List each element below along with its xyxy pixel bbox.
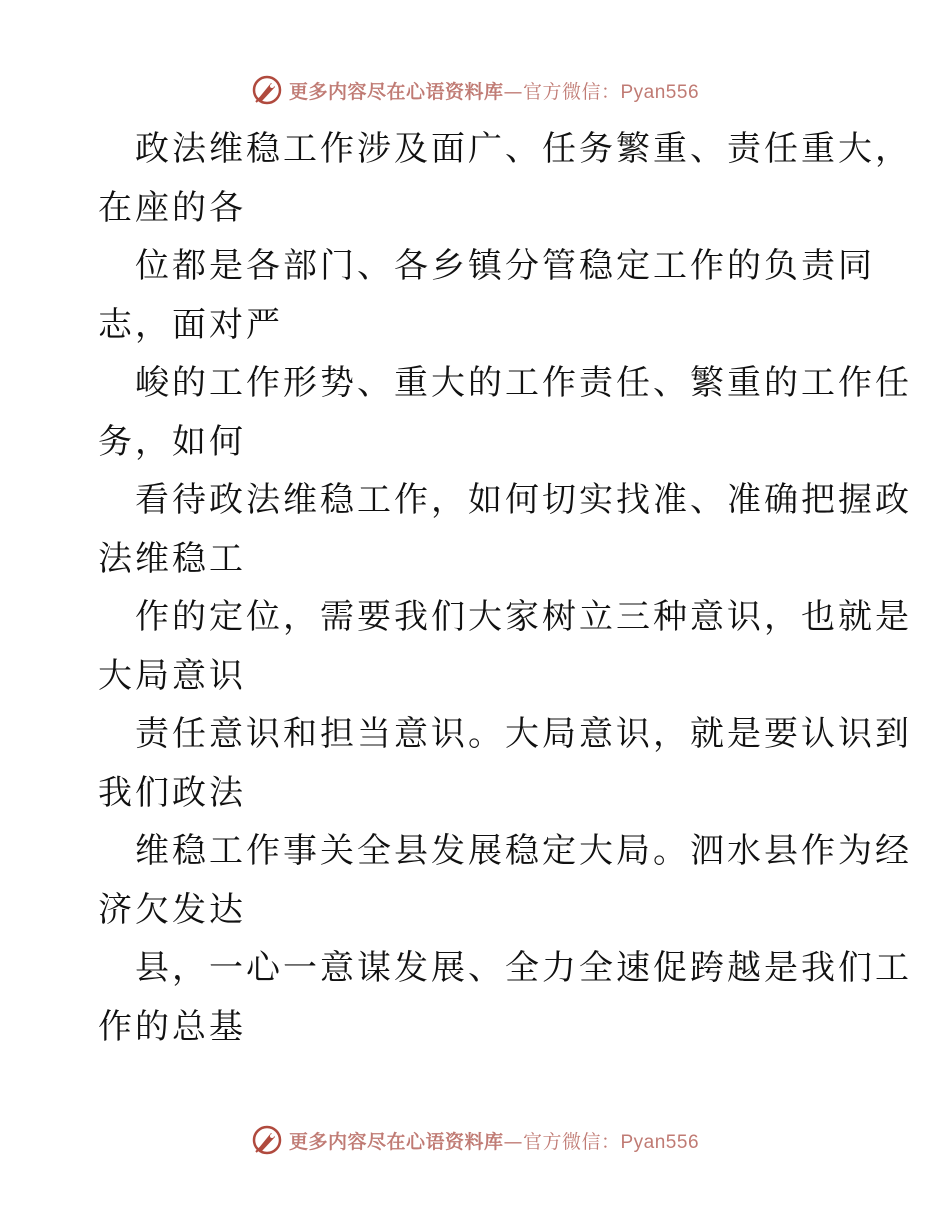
header-banner-main: 更多内容尽在心语资料库 (288, 80, 504, 103)
body-line: 我们政法 (98, 772, 246, 813)
body-line: 看待政法维稳工作，如何切实找准、准确把握政 (135, 480, 912, 520)
body-line: 政法维稳工作涉及面广、任务繁重、责任重大， (135, 129, 912, 169)
body-line: 务，如何 (98, 421, 246, 462)
footer-banner (0, 1120, 950, 1160)
body-line: 作的定位，需要我们大家树立三种意识，也就是 (135, 597, 912, 637)
body-line: 峻的工作形势、重大的工作责任、繁重的工作任 (135, 363, 912, 403)
body-line: 维稳工作事关全县发展稳定大局。泗水县作为经 (135, 831, 912, 871)
footer-banner-wechat-label: 官方微信： (522, 1130, 621, 1153)
footer-banner-main: 更多内容尽在心语资料库 (288, 1130, 504, 1153)
body-line: 在座的各 (98, 187, 246, 228)
body-line: 法维稳工 (98, 538, 246, 579)
footer-banner-dash: — (503, 1130, 523, 1153)
document-body (98, 120, 912, 1056)
body-line: 位都是各部门、各乡镇分管稳定工作的负责同 (135, 246, 875, 286)
header-banner-wechat-label: 官方微信： (522, 80, 621, 103)
pen-nib-logo-icon (251, 1124, 283, 1156)
header-banner-wechat-id: Pyan556 (620, 81, 700, 103)
footer-banner-text (289, 1127, 699, 1154)
body-line: 作的总基 (98, 1006, 246, 1047)
pen-nib-logo-icon (251, 74, 283, 106)
header-banner-dash: — (503, 80, 523, 103)
footer-banner-wechat-id: Pyan556 (620, 1131, 700, 1153)
body-line: 县，一心一意谋发展、全力全速促跨越是我们工 (135, 948, 912, 988)
header-banner (0, 70, 950, 110)
body-line: 大局意识 (98, 655, 246, 696)
body-line: 志，面对严 (98, 304, 283, 345)
body-line: 济欠发达 (98, 889, 246, 930)
body-line: 责任意识和担当意识。大局意识，就是要认识到 (135, 714, 912, 754)
header-banner-text (289, 77, 699, 104)
